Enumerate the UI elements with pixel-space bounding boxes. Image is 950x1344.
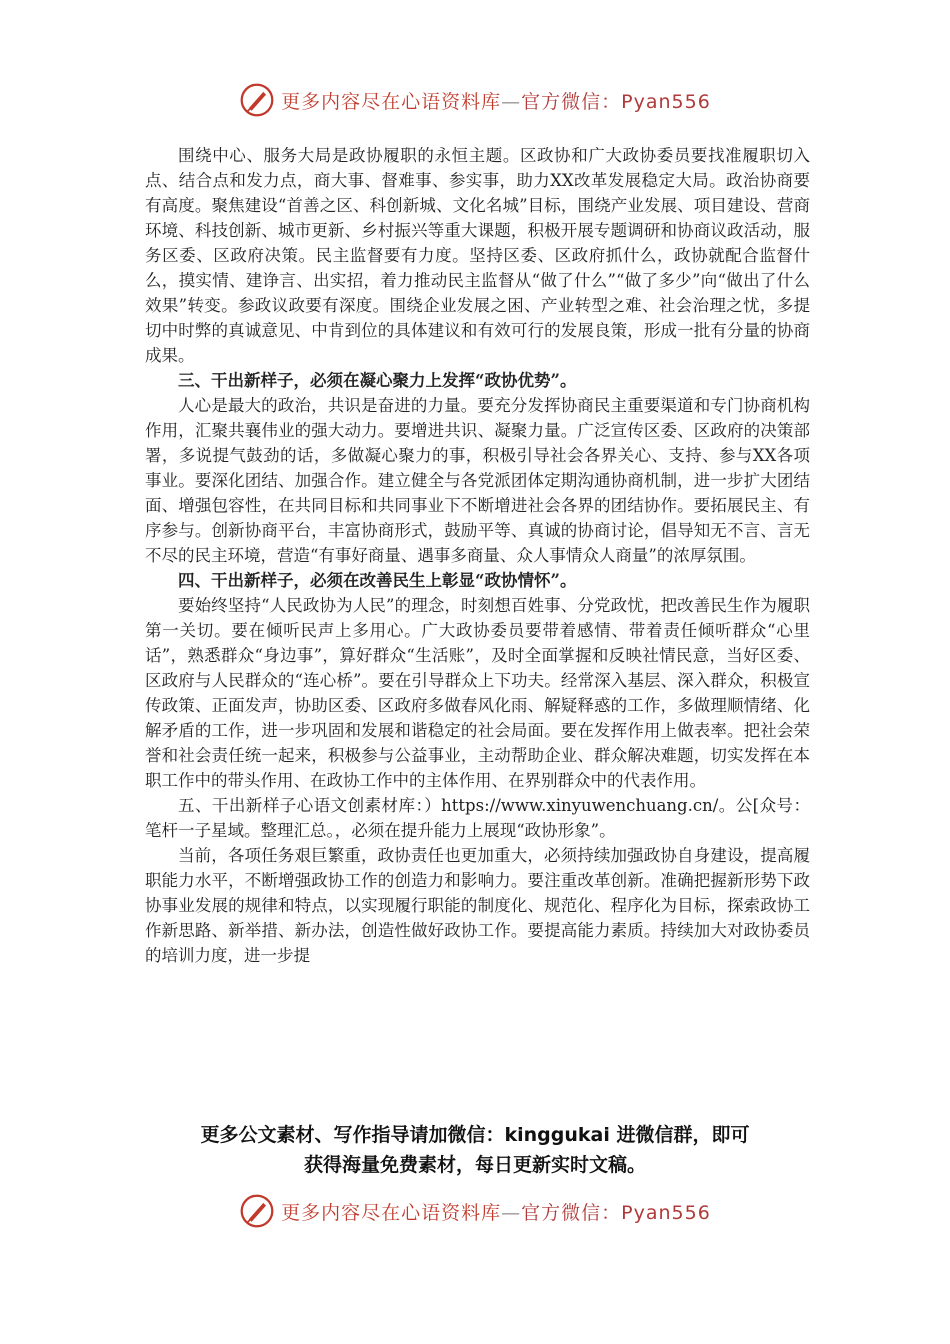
header-banner <box>0 82 950 118</box>
promo-notice <box>0 1120 950 1180</box>
section-heading-4: 四、干出新样子，必须在改善民生上彰显“政协情怀”。 <box>178 571 577 590</box>
paragraph: 当前，各项任务艰巨繁重，政协责任也更加重大，必须持续加强政协自身建设，提高履职能力水平，不断增强政协工作的创造力和影响力。要注重改革创新。准确把握新形势下政协事业发展的规律和特点，以实现履行职能的制度化、规范化、程序化为目标，探索政协工作新思路、新举措、新办法，创造性做好政协工作。要提高能力素质。持续加大对政协委员的培训力度，进一步提 <box>145 846 810 965</box>
banner-title: 更多内容尽在心语资料库 <box>281 1201 502 1224</box>
promo-line-2: 获得海量免费素材，每日更新实时文稿。 <box>303 1154 646 1176</box>
paragraph: 围绕中心、服务大局是政协履职的永恒主题。区政协和广大政协委员要找准履职切入点、结合点和发力点，商大事、督难事、参实事，助力XX改革发展稳定大局。政治协商要有高度。聚焦建设“首善之区、科创新城、文化名城”目标，围绕产业发展、项目建设、营商环境、科技创新、城市更新、乡村振兴等重大课题，积极开展专题调研和协商议政活动，服务区委、区政府决策。民主监督要有力度。坚持区委、区政府抓什么，政协就配合监督什么，摸实情、建诤言、出实招，着力推动民主监督从“做了什么”“做了多少”向“做出了什么效果”转变。参政议政要有深度。围绕企业发展之困、产业转型之难、社会治理之忧，多提切中时弊的真诚意见、中肯到位的具体建议和有效可行的发展良策，形成一批有分量的协商成果。 <box>145 146 810 365</box>
banner-contact: 官方微信：Pyan556 <box>521 1201 711 1224</box>
banner-title: 更多内容尽在心语资料库 <box>281 90 502 113</box>
pen-logo-icon <box>239 82 275 118</box>
document-body <box>145 143 810 968</box>
pen-logo-icon <box>239 1193 275 1229</box>
paragraph: 要始终坚持“人民政协为人民”的理念，时刻想百姓事、分党政忧，把改善民生作为履职第一关切。要在倾听民声上多用心。广大政协委员要带着感情、带着责任倾听群众“心里话”，熟悉群众“身边事”，算好群众“生活账”，及时全面掌握和反映社情民意，当好区委、区政府与人民群众的“连心桥”。要在引导群众上下功夫。经常深入基层、深入群众，积极宣传政策、正面发声，协助区委、区政府多做春风化雨、解疑释惑的工作，多做理顺情绪、化解矛盾的工作，进一步巩固和发展和谐稳定的社会局面。要在发挥作用上做表率。把社会荣誉和社会责任统一起来，积极参与公益事业，主动帮助企业、群众解决难题，切实发挥在本职工作中的带头作用、在政协工作中的主体作用、在界别群众中的代表作用。 <box>145 596 810 790</box>
footer-banner <box>0 1193 950 1229</box>
banner-separator: — <box>501 1201 522 1224</box>
banner-contact: 官方微信：Pyan556 <box>521 90 711 113</box>
promo-line-1: 更多公文素材、写作指导请加微信：kinggukai 进微信群，即可 <box>200 1124 750 1146</box>
banner-separator: — <box>501 90 522 113</box>
paragraph: 人心是最大的政治，共识是奋进的力量。要充分发挥协商民主重要渠道和专门协商机构作用，汇聚共襄伟业的强大动力。要增进共识、凝聚力量。广泛宣传区委、区政府的决策部署，多说提气鼓劲的话，多做凝心聚力的事，积极引导社会各界关心、支持、参与XX各项事业。要深化团结、加强合作。建立健全与各党派团体定期沟通协商机制，进一步扩大团结面、增强包容性，在共同目标和共同事业下不断增进社会各界的团结协作。要拓展民主、有序参与。创新协商平台，丰富协商形式，鼓励平等、真诚的协商讨论，倡导知无不言、言无不尽的民主环境，营造“有事好商量、遇事多商量、众人事情众人商量”的浓厚氛围。 <box>145 396 810 565</box>
section-heading-3: 三、干出新样子，必须在凝心聚力上发挥“政协优势”。 <box>178 371 577 390</box>
section-heading-5: 五、干出新样子心语文创素材库：）https://www.xinyuwenchuang.cn/。公[众号：笔杆一子星域。整理汇总。，必须在提升能力上展现“政协形象”。 <box>145 796 810 840</box>
